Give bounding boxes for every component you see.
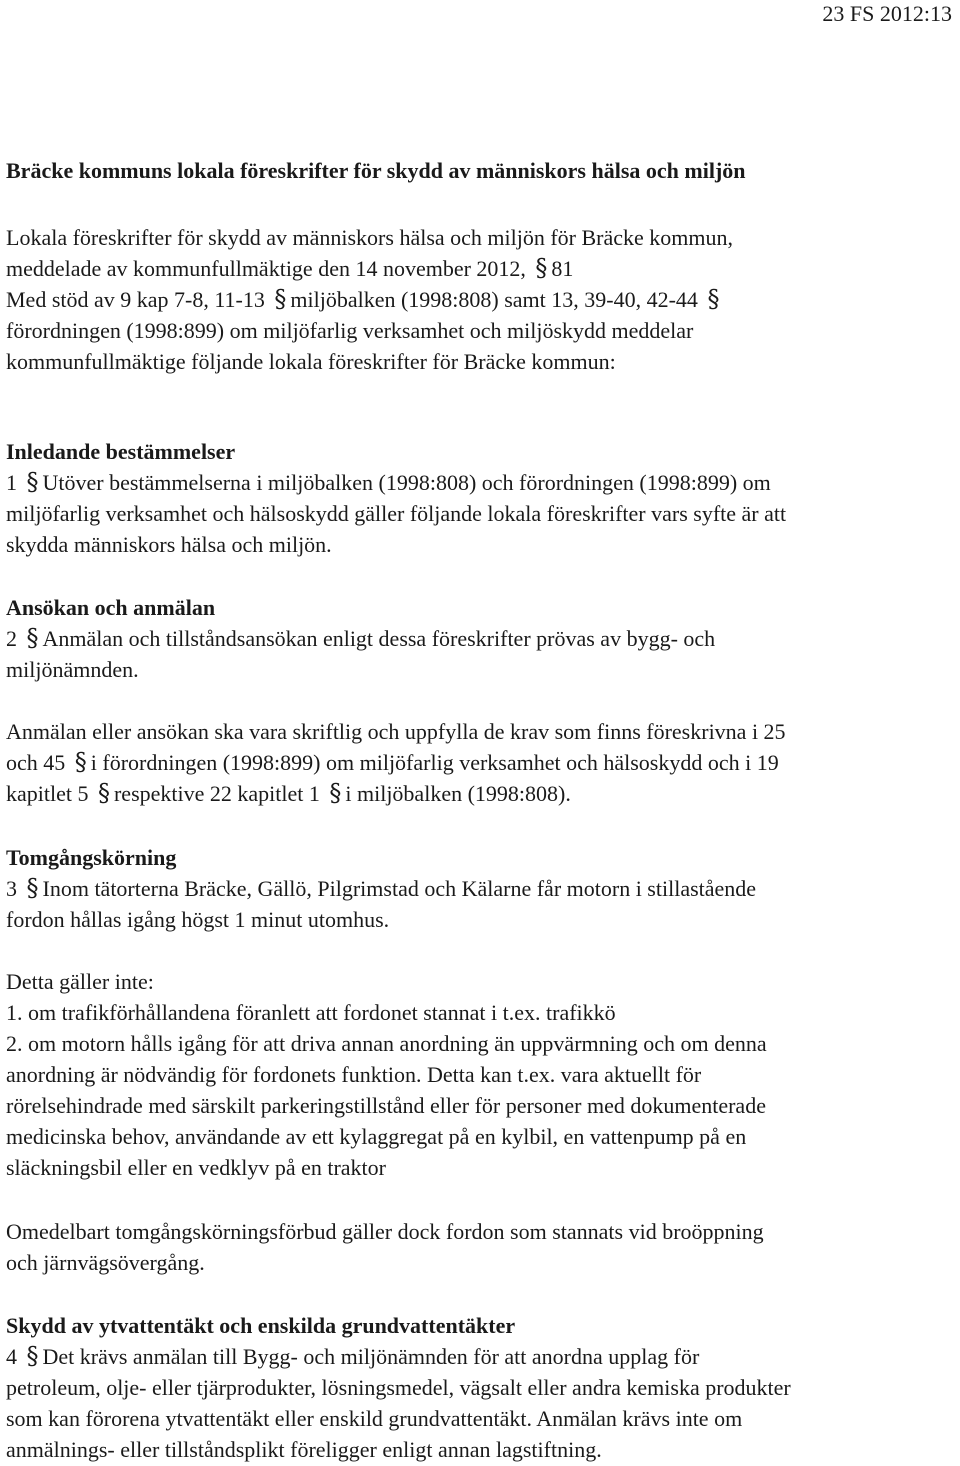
section-heading: Ansökan och anmälan	[6, 595, 216, 620]
section-line: och 45 § i förordningen (1998:899) om miljöfarlig verksamhet och hälsoskydd och i 19	[6, 748, 779, 776]
section-line: och järnvägsövergång.	[6, 1250, 205, 1275]
section-sign-icon: §	[26, 874, 39, 902]
section-3	[6, 842, 958, 935]
section-line: 1 § Utöver bestämmelserna i miljöbalken (1998:808) och förordningen (1998:899) om	[6, 468, 771, 496]
section-sign-icon: §	[274, 285, 287, 313]
section-2	[6, 592, 958, 685]
intro-paragraph	[6, 222, 958, 284]
section-heading: Inledande bestämmelser	[6, 439, 236, 464]
exception-item: anordning är nödvändig för fordonets funktion. Detta kan t.ex. vara aktuellt för	[6, 1062, 702, 1087]
section-sign-icon: §	[26, 468, 39, 496]
section-line: kapitlet 5 § respektive 22 kapitlet 1 § i miljöbalken (1998:808).	[6, 779, 571, 807]
basis-line: förordningen (1998:899) om miljöfarlig verksamhet och miljöskydd meddelar	[6, 318, 694, 343]
section-sign-icon: §	[97, 779, 110, 807]
section-line: Anmälan eller ansökan ska vara skriftlig och uppfylla de krav som finns föreskrivna i 25	[6, 719, 786, 744]
section-line: miljöfarlig verksamhet och hälsoskydd gäller följande lokala föreskrifter vars syfte är att	[6, 501, 787, 526]
section-line: anmälnings- eller tillståndsplikt föreligger enligt annan lagstiftning.	[6, 1437, 602, 1462]
section-sign-icon: §	[74, 748, 87, 776]
section-sign-icon: §	[535, 254, 548, 282]
section-line: fordon hållas igång högst 1 minut utomhus.	[6, 907, 390, 932]
exceptions-label: Detta gäller inte:	[6, 969, 154, 994]
section-line: 3 § Inom tätorterna Bräcke, Gällö, Pilgrimstad och Kälarne får motorn i stillastående	[6, 874, 757, 902]
exception-item: 2. om motorn hålls igång för att driva annan anordning än uppvärmning och om denna	[6, 1031, 767, 1056]
section-line: petroleum, olje- eller tjärprodukter, lösningsmedel, vägsalt eller andra kemiska produkter	[6, 1375, 791, 1400]
section-sign-icon: §	[707, 285, 720, 313]
section-2-paragraph-2	[6, 716, 958, 809]
intro-line: Lokala föreskrifter för skydd av människors hälsa och miljön för Bräcke kommun,	[6, 225, 734, 250]
exception-item: 1. om trafikförhållandena föranlett att fordonet stannat i t.ex. trafikkö	[6, 1000, 616, 1025]
section-1	[6, 436, 958, 560]
basis-line: kommunfullmäktige följande lokala föreskrifter för Bräcke kommun:	[6, 349, 616, 374]
section-3-exceptions	[6, 966, 958, 1183]
basis-line: Med stöd av 9 kap 7-8, 11-13 § miljöbalken (1998:808) samt 13, 39-40, 42-44 §	[6, 284, 958, 315]
section-3-paragraph-3	[6, 1216, 958, 1278]
section-sign-icon: §	[26, 624, 39, 652]
section-line: skydda människors hälsa och miljön.	[6, 532, 332, 557]
legal-basis-paragraph	[6, 284, 958, 377]
section-heading: Skydd av ytvattentäkt och enskilda grundvattentäkter	[6, 1313, 516, 1338]
section-line: 2 § Anmälan och tillståndsansökan enligt dessa föreskrifter prövas av bygg- och	[6, 624, 716, 652]
exception-item: rörelsehindrade med särskilt parkeringstillstånd eller för personer med dokumenterade	[6, 1093, 766, 1118]
section-line: miljönämnden.	[6, 657, 139, 682]
intro-line: meddelade av kommunfullmäktige den 14 november 2012, § 81	[6, 254, 574, 282]
section-line: som kan förorena ytvattentäkt eller enskild grundvattentäkt. Anmälan krävs inte om	[6, 1406, 743, 1431]
document-title: Bräcke kommuns lokala föreskrifter för skydd av människors hälsa och miljön	[6, 158, 746, 183]
exception-item: släckningsbil eller en vedklyv på en traktor	[6, 1155, 386, 1180]
exception-item: medicinska behov, användande av ett kylaggregat på en kylbil, en vattenpump på en	[6, 1124, 747, 1149]
section-sign-icon: §	[26, 1342, 39, 1370]
section-sign-icon: §	[329, 779, 342, 807]
section-line: Omedelbart tomgångskörningsförbud gäller dock fordon som stannats vid broöppning	[6, 1219, 764, 1244]
section-heading: Tomgångskörning	[6, 845, 177, 870]
section-4	[6, 1310, 958, 1465]
section-line: 4 § Det krävs anmälan till Bygg- och miljönämnden för att anordna upplag för	[6, 1342, 700, 1370]
document-code: 23 FS 2012:13	[822, 1, 952, 26]
